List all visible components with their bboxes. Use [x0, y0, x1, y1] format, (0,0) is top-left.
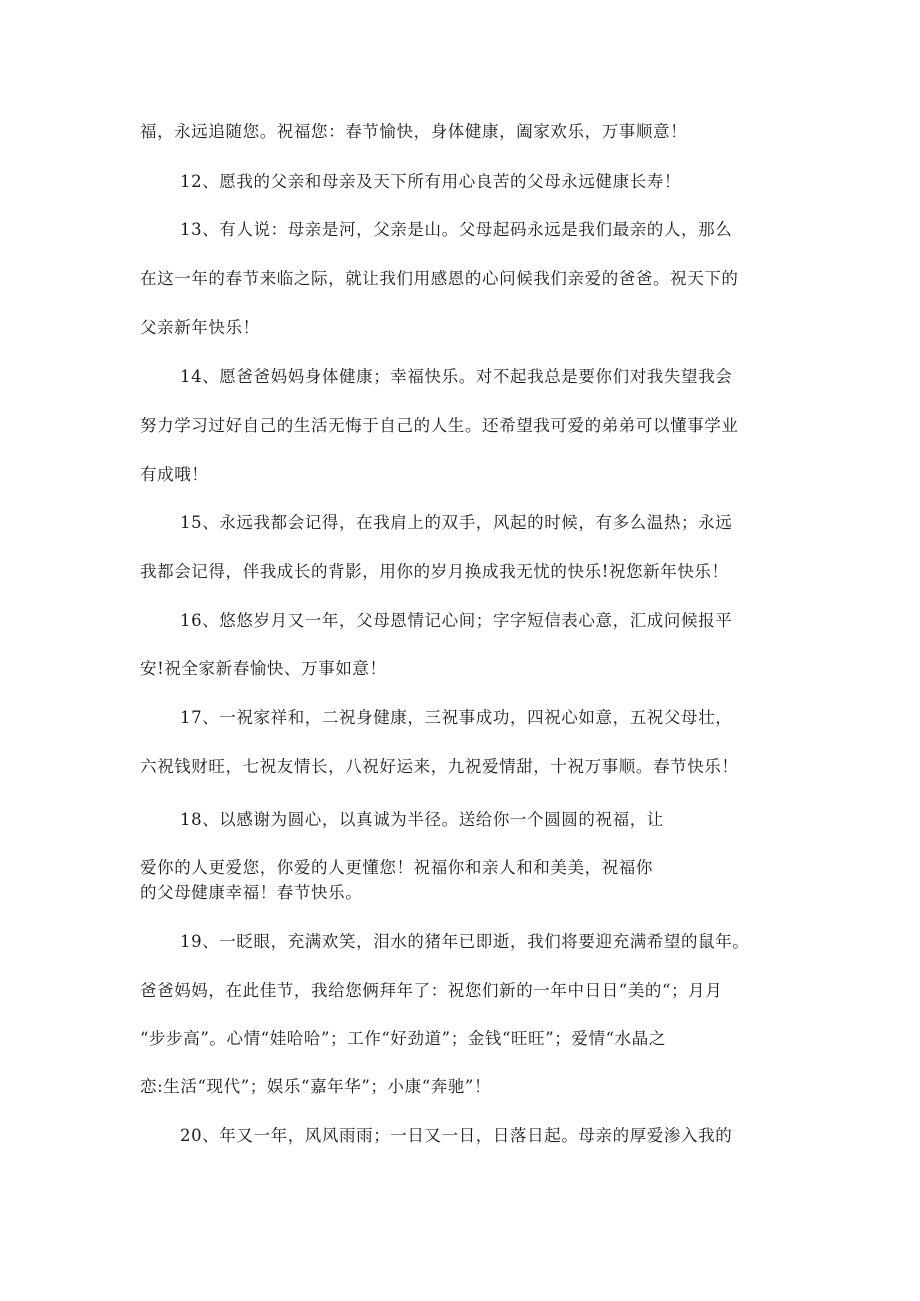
- text-line: 15、永远我都会记得，在我肩上的双手，风起的时候，有多么温热；永远: [180, 513, 733, 532]
- text-line: 16、悠悠岁月又一年，父母恩情记心间；字字短信表心意，汇成问候报平: [180, 611, 733, 630]
- text-line: 12、愿我的父亲和母亲及天下所有用心良苦的父母永远健康长寿！: [180, 172, 681, 191]
- text-line: 18、以感谢为圆心，以真诚为半径。送给你一个圆圆的祝福，让: [180, 810, 664, 829]
- text-line: 有成哦！: [140, 465, 209, 484]
- text-line: 14、愿爸爸妈妈身体健康；幸福快乐。对不起我总是要你们对我失望我会: [180, 367, 733, 386]
- text-line: 我都会记得，伴我成长的背影，用你的岁月换成我无忧的快乐!祝您新年快乐！: [140, 562, 729, 581]
- text-line: 爱你的人更爱您，你爱的人更懂您！祝福你和亲人和和美美，祝福你: [140, 858, 653, 877]
- text-line: 的父母健康幸福！春节快乐。: [140, 883, 363, 902]
- text-line: 19、一眨眼，充满欢笑，泪水的猪年已即逝，我们将要迎充满希望的鼠年。: [180, 932, 750, 951]
- text-line: 17、一祝家祥和，二祝身健康，三祝事成功，四祝心如意，五祝父母壮，: [180, 708, 733, 727]
- text-line: 六祝钱财旺，七祝友情长，八祝好运来，九祝爱情甜，十祝万事顺。春节快乐！: [140, 757, 739, 776]
- text-line: 恋:生活“现代”；娱乐“嘉年华”；小康“奔驰”！: [140, 1077, 492, 1096]
- text-line: 福，永远追随您。祝福您：春节愉快，身体健康，阖家欢乐，万事顺意！: [140, 122, 688, 141]
- text-line: 努力学习过好自己的生活无悔于自己的人生。还希望我可爱的弟弟可以懂事学业: [140, 416, 739, 435]
- text-line: 安!祝全家新春愉快、万事如意！: [140, 659, 387, 678]
- text-line: “步步高”。心情“娃哈哈”；工作“好劲道”；金钱“旺旺”；爱情“水晶之: [140, 1029, 666, 1048]
- text-line: 爸爸妈妈，在此佳节，我给您俩拜年了：祝您们新的一年中日日“美的“；月月: [140, 981, 723, 1000]
- text-line: 13、有人说：母亲是河，父亲是山。父母起码永远是我们最亲的人，那么: [180, 220, 733, 239]
- text-line: 在这一年的春节来临之际，就让我们用感恩的心问候我们亲爱的爸爸。祝天下的: [140, 269, 739, 288]
- text-line: 父亲新年快乐！: [140, 318, 260, 337]
- text-line: 20、年又一年，风风雨雨；一日又一日，日落日起。母亲的厚爱渗入我的: [180, 1126, 733, 1145]
